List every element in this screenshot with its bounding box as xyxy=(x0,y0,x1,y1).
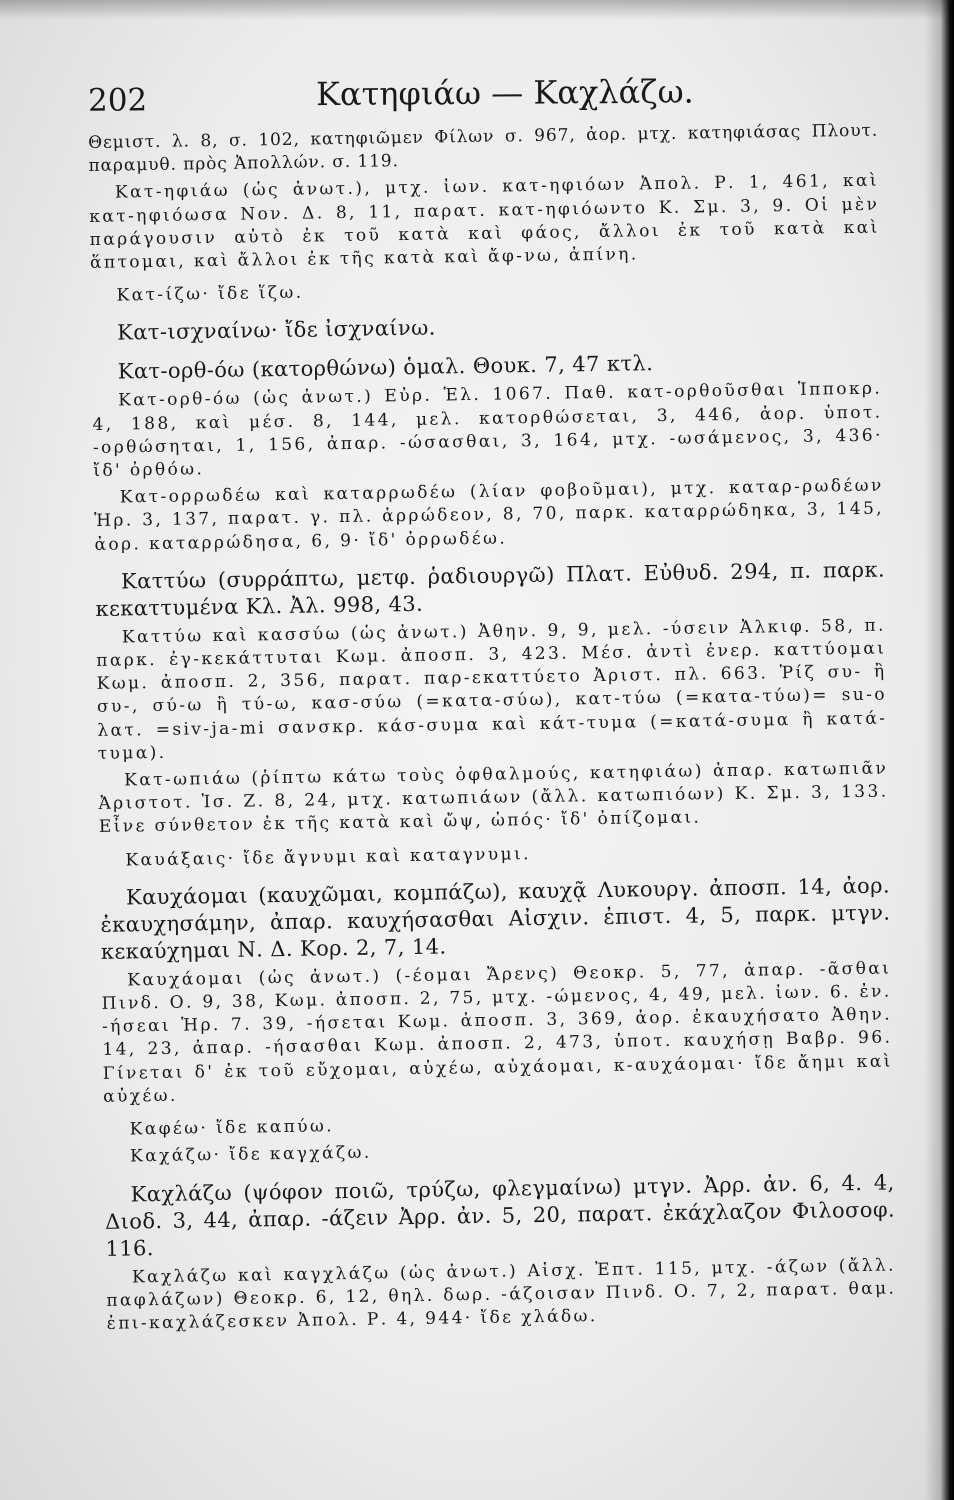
entry-katopiao: Κατ-ωπιάω (ῥίπτω κάτω τοὺς ὀφθαλμούς, κατηφιάω) ἀπαρ. κατωπιᾶν Ἀριστοτ. Ἱσ. Ζ. 8, 24, μτχ. κατωπιάων (ἄλλ. κατωπιόων) Κ. Σμ. 3, 133. Εἶνε σύνθετον ἐκ τῆς κατὰ καὶ ὤψ, ὠπός· ἴδ' ὀπίζομαι. xyxy=(98,758,889,838)
entry-kafeo: Καφέω· ἴδε καπύω. xyxy=(129,1116,335,1140)
entry-katizo: Κατ-ίζω· ἴδε ἵζω. xyxy=(116,282,304,306)
page-top-shadow xyxy=(0,0,954,20)
entry-kauchaomai: Καυχάομαι (καυχῶμαι, κομπάζω), καυχᾷ Λυκουργ. ἀποσπ. 14, ἀορ. ἐκαυχησάμην, ἀπαρ. καυχήσασθαι Αἰσχιν. ἐπιστ. 4, 5, παρκ. μτγν. κεκαύχημαι Ν. Δ. Κορ. 2, 7, 14. xyxy=(100,873,891,964)
dictionary-text xyxy=(88,120,897,1340)
entry-kauaxais: Καυάξαις· ἴδε ἄγνυμι καὶ καταγνυμι. xyxy=(125,843,532,871)
entry-katefiao-detail: Κατ-ηφιάω (ὡς ἀνωτ.), μτχ. ἰων. κατ-ηφιόων Ἀπολ. Ρ. 1, 461, καὶ κατ-ηφιόωσα Νον. Δ. 8, 11, παρατ. κατ-ηφιόωντο Κ. Σμ. 3, 9. Οἱ μὲν παράγουσιν αὐτὸ ἐκ τοῦ κατὰ καὶ φάος, ἄλλοι ἐκ τοῦ κατὰ καὶ ἅπτομαι, καὶ ἄλλοι ἐκ τῆς κατὰ καὶ ἄφ-νω, ἀπίνη. xyxy=(89,170,880,273)
page-header xyxy=(88,69,878,121)
entry-kachlazo-detail: Καχλάζω καὶ καγχλάζω (ὡς ἀνωτ.) Αἰσχ. Ἐπτ. 115, μτχ. -άζων (ἄλλ. παφλάζων) Θεοκρ. 6, 12, θηλ. δωρ. -άζοισαν Πινδ. Ο. 7, 2, παρατ. θαμ. ἐπι-καχλάζεσκεν Ἀπολ. Ρ. 4, 944· ἴδε χλάδω. xyxy=(106,1254,897,1334)
page-number: 202 xyxy=(87,82,148,119)
entry-katischnaino: Κατ-ισχναίνω· ἴδε ἰσχναίνω. xyxy=(116,315,436,345)
entry-katorthoo: Κατ-ορθ-όω (κατορθώνω) ὁμαλ. Θουκ. 7, 47 κτλ. xyxy=(117,351,654,384)
entry-continuation: Θεμιστ. λ. 8, σ. 102, κατηφιῶμεν Φίλων σ. 967, ἀορ. μτχ. κατηφιάσας Πλουτ. παραμυθ. πρὸς Ἀπολλών. σ. 119. xyxy=(88,120,879,177)
entry-kachazo: Καχάζω· ἴδε καγχάζω. xyxy=(129,1142,372,1167)
entry-kattyo-detail: Καττύω καὶ κασσύω (ὡς ἀνωτ.) Ἀθην. 9, 9, μελ. -ύσειν Ἀλκιφ. 58, π. παρκ. ἐγ-κεκάττυται Κωμ. ἀποσπ. 3, 423. Μέσ. ἀντὶ ἐνερ. καττύομαι Κωμ. ἀποσπ. 2, 356, παρατ. παρ-εκαττύετο Ἀριστ. πλ. 663. Ῥίζ συ- ἢ συ-, σύ-ω ἢ τύ-ω, κασ-σύω (=κατα-σύω), κατ-τύω (=κατα-τύω)= su-o λατ. =siv-ja-mi σανσκρ. κάσ-συμα καὶ κάτ-τυμα (=κατά-συμα ἢ κατά-τυμα). xyxy=(96,615,888,764)
entry-kattyo: Καττύω (συρράπτω, μετφ. ῥαδιουργῶ) Πλατ. Εὐθυδ. 294, π. παρκ. κεκαττυμένα Κλ. Ἀλ. 998, 43. xyxy=(95,557,886,621)
page-binding-shadow xyxy=(924,0,954,1500)
entry-kauchaomai-detail: Καυχάομαι (ὡς ἀνωτ.) (-έομαι Ἄρενς) Θεοκρ. 5, 77, ἀπαρ. -ᾶσθαι Πινδ. Ο. 9, 38, Κωμ. ἀποσπ. 2, 75, μτχ. -ώμενος, 4, 49, μελ. ἰων. 6. ἐν. -ήσεαι Ἡρ. 7. 39, -ήσεται Κωμ. ἀποσπ. 3, 369, ἀορ. ἐκαυχήσατο Ἀθην. 14, 23, ἀπαρ. -ήσασθαι Κωμ. ἀποσπ. 2, 473, ὑποτ. καυχήσῃ Βαβρ. 96. Γίνεται δ' ἐκ τοῦ εὔχομαι, αὐχέω, αὐχάομαι, κ-αυχάομαι· ἴδε ἄημι καὶ αὐχέω. xyxy=(101,958,893,1107)
running-head: Κατηφιάω — Καχλάζω. xyxy=(315,72,694,114)
entry-katorthoo-detail: Κατ-ορθ-όω (ὡς ἀνωτ.) Εὐρ. Ἑλ. 1067. Παθ. κατ-ορθοῦσθαι Ἱπποκρ. 4, 188, καὶ μέσ. 8, 144, μελ. κατορθώσεται, 3, 446, ἀορ. ὑποτ. -ορθώσηται, 1, 156, ἀπαρ. -ώσασθαι, 3, 164, μτχ. -ωσάμενος, 3, 436· ἴδ' ὀρθόω. xyxy=(92,378,884,481)
entry-kachlazo: Καχλάζω (ψόφον ποιῶ, τρύζω, φλεγμαίνω) μτγν. Ἀρρ. ἀν. 6, 4. 4, Διοδ. 3, 44, ἀπαρ. -άζειν Ἀρρ. ἀν. 5, 20, παρατ. ἐκάχλαζον Φιλοσοφ. 116. xyxy=(104,1169,896,1261)
entry-katorrodeo: Κατ-ορρωδέω καὶ καταρρωδέω (λίαν φοβοῦμαι), μτχ. καταρ-ρωδέων Ἡρ. 3, 137, παρατ. γ. πλ. ἀρρώδεον, 8, 70, παρκ. καταρρώδηκα, 3, 145, ἀορ. καταρρώδησα, 6, 9· ἴδ' ὀρρωδέω. xyxy=(93,475,885,555)
